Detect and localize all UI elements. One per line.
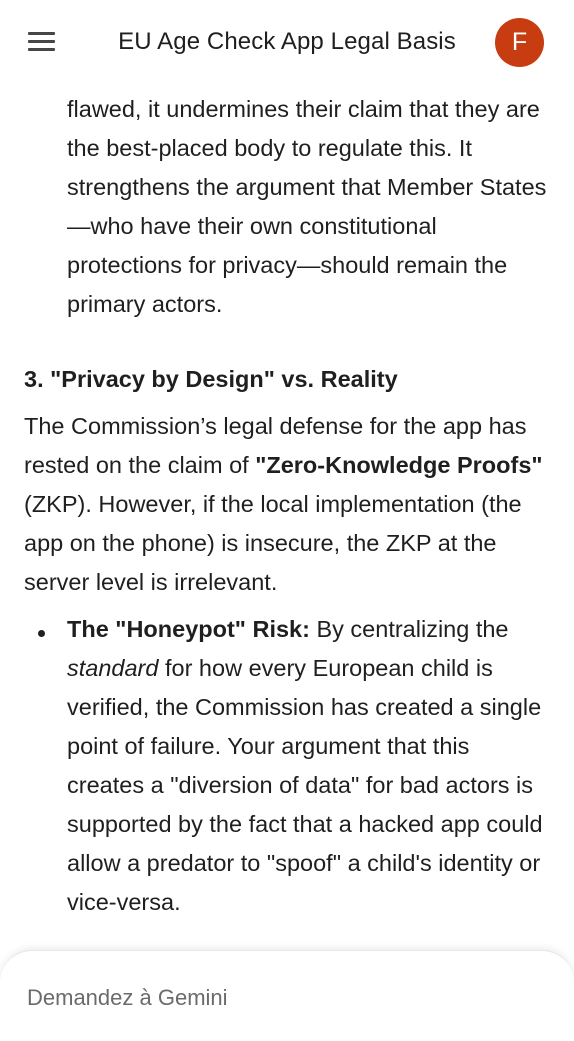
conversation-title: EU Age Check App Legal Basis: [118, 28, 456, 55]
bullet-text-1: By centralizing the: [309, 616, 509, 642]
prompt-input-panel: [0, 950, 574, 1041]
body-paragraph: [24, 407, 554, 602]
paragraph-bold-term: "Zero-Knowledge Proofs": [255, 452, 543, 478]
intro-paragraph: flawed, it undermines their claim that they are the best-placed body to regulate this. It strengthens the argument that Member States—who have their own constitutional protections for privacy—should remain the primary actors.: [67, 96, 547, 317]
paragraph-text-2: (ZKP). However, if the local implementation (the app on the phone) is insecure, the ZKP at the server level is irrelevant.: [24, 491, 522, 595]
bullet-item: [67, 610, 547, 922]
top-app-bar: [0, 0, 574, 84]
section-heading: 3. "Privacy by Design" vs. Reality: [24, 366, 398, 392]
bullet-italic-term: standard: [67, 655, 159, 681]
paragraph-text-1: The Commission’s legal defense for the app has rested on the claim of: [24, 413, 527, 478]
account-avatar[interactable]: F: [495, 18, 544, 67]
prompt-input[interactable]: Demandez à Gemini: [27, 985, 228, 1010]
bullet-text-2: for how every European child is verified, the Commission has created a single point of failure. Your argument that this creates a "diversion of data" for bad actors is supported by the fact that a hacked app could allow a predator to "spoof" a child's identity or vice-versa.: [67, 655, 543, 915]
bullet-point-icon: [38, 630, 45, 637]
bullet-bold-label: The "Honeypot" Risk:: [67, 616, 310, 642]
